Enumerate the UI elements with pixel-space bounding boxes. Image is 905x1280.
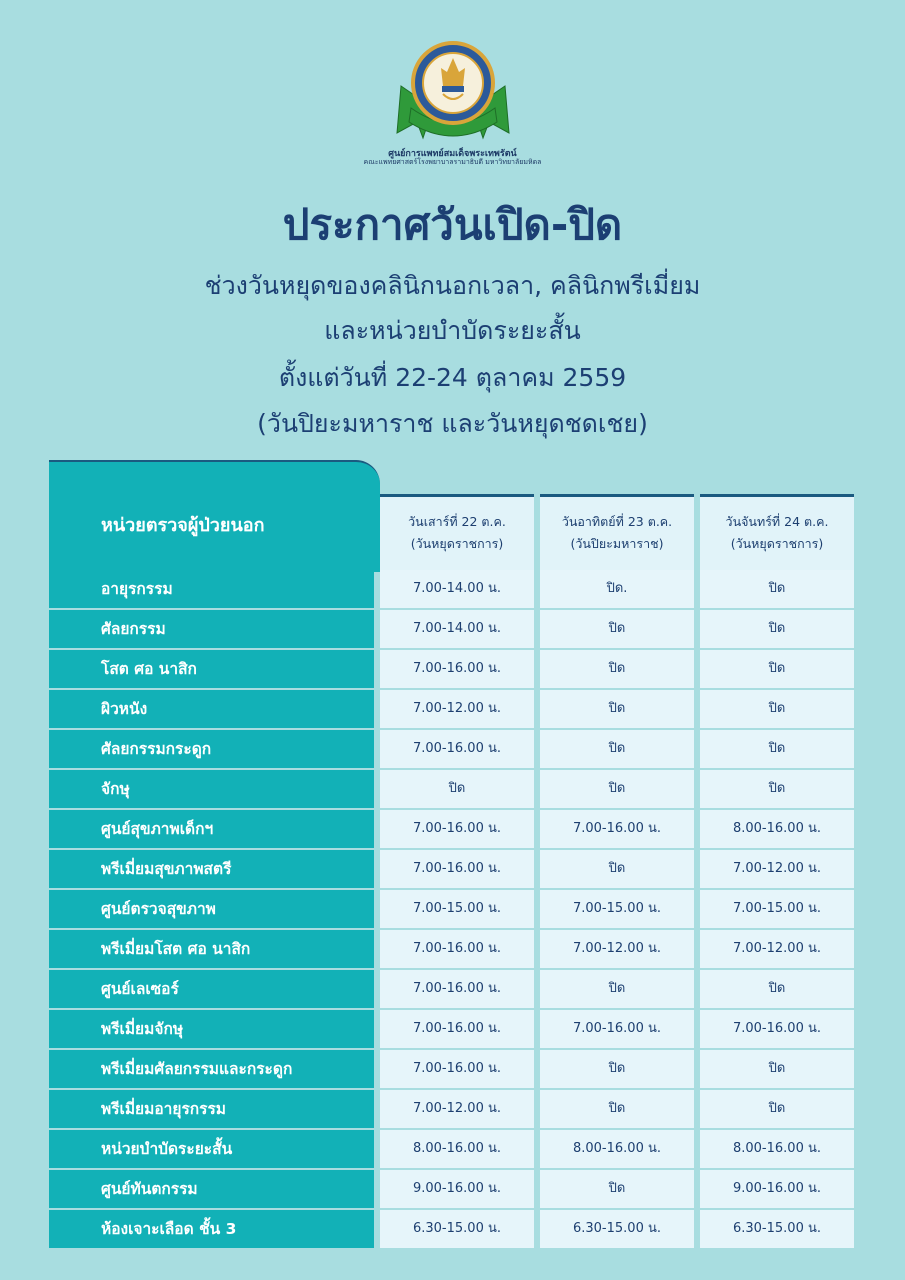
unit-name: ศูนย์สุขภาพเด็กฯ — [49, 810, 374, 848]
hours-cell-sat: 7.00-16.00 น. — [380, 810, 534, 848]
hours-cell-mon: ปิด — [700, 1050, 854, 1088]
hours-cell-sun: 7.00-15.00 น. — [540, 890, 694, 928]
hours-cell-sun: ปิด — [540, 850, 694, 888]
hours-cell-sat: 7.00-15.00 น. — [380, 890, 534, 928]
hours-cell-sun: ปิด — [540, 970, 694, 1008]
table-row — [49, 770, 860, 808]
hours-cell-mon: 7.00-16.00 น. — [700, 1010, 854, 1048]
unit-column-label: หน่วยตรวจผู้ป่วยนอก — [101, 515, 265, 536]
hours-cell-mon: ปิด — [700, 730, 854, 768]
hours-cell-sat: 7.00-16.00 น. — [380, 850, 534, 888]
unit-name: ศัลยกรรมกระดูก — [49, 730, 374, 768]
unit-column-header — [49, 460, 380, 572]
unit-name: ห้องเจาะเลือด ชั้น 3 — [49, 1210, 374, 1248]
hours-cell-sat: 7.00-14.00 น. — [380, 570, 534, 608]
hours-cell-sat: 7.00-14.00 น. — [380, 610, 534, 648]
hours-cell-mon: ปิด — [700, 970, 854, 1008]
hours-cell-sun: ปิด — [540, 610, 694, 648]
table-row — [49, 570, 860, 608]
hours-cell-sat: 7.00-12.00 น. — [380, 690, 534, 728]
table-row — [49, 610, 860, 648]
table-row — [49, 730, 860, 768]
hours-cell-mon: 8.00-16.00 น. — [700, 810, 854, 848]
table-row — [49, 890, 860, 928]
unit-name: ศูนย์เลเซอร์ — [49, 970, 374, 1008]
hours-cell-sat: 7.00-16.00 น. — [380, 730, 534, 768]
hours-cell-sat: 7.00-16.00 น. — [380, 1050, 534, 1088]
hours-cell-mon: ปิด — [700, 570, 854, 608]
hours-cell-sun: ปิด — [540, 1090, 694, 1128]
hours-cell-sat: 7.00-16.00 น. — [380, 1010, 534, 1048]
table-row — [49, 1170, 860, 1208]
day-header-mon — [700, 494, 854, 571]
table-row — [49, 810, 860, 848]
day-header-sat-date: วันเสาร์ที่ 22 ต.ค. — [408, 514, 506, 529]
hours-cell-sun: ปิด — [540, 1050, 694, 1088]
table-row — [49, 650, 860, 688]
hours-cell-mon: 8.00-16.00 น. — [700, 1130, 854, 1168]
hours-cell-mon: ปิด — [700, 610, 854, 648]
hours-cell-mon: ปิด — [700, 690, 854, 728]
day-header-sat — [380, 494, 534, 571]
hours-cell-sun: 7.00-16.00 น. — [540, 1010, 694, 1048]
hours-cell-sat: 7.00-16.00 น. — [380, 970, 534, 1008]
day-header-sun-note: (วันปิยะมหาราช) — [570, 536, 664, 551]
hours-cell-mon: 7.00-12.00 น. — [700, 850, 854, 888]
unit-name: ศูนย์ตรวจสุขภาพ — [49, 890, 374, 928]
hours-cell-mon: 6.30-15.00 น. — [700, 1210, 854, 1248]
hours-cell-sun: ปิด — [540, 650, 694, 688]
hours-cell-sat: 6.30-15.00 น. — [380, 1210, 534, 1248]
hours-cell-sun: ปิด — [540, 690, 694, 728]
unit-name: พรีเมี่ยมสุขภาพสตรี — [49, 850, 374, 888]
page-title: ประกาศวันเปิด-ปิด — [282, 200, 623, 249]
table-row — [49, 970, 860, 1008]
hours-cell-mon: 7.00-12.00 น. — [700, 930, 854, 968]
hours-cell-sat: 7.00-16.00 น. — [380, 650, 534, 688]
schedule-table — [49, 460, 860, 1250]
subtitle-line-2: และหน่วยบำบัดระยะสั้น — [324, 316, 581, 345]
hours-cell-sun: 8.00-16.00 น. — [540, 1130, 694, 1168]
unit-name: โสต ศอ นาสิก — [49, 650, 374, 688]
unit-name: พรีเมี่ยมโสต ศอ นาสิก — [49, 930, 374, 968]
org-affiliation: คณะแพทยศาสตร์โรงพยาบาลรามาธิบดี มหาวิทยาลัยมหิดล — [363, 158, 542, 166]
unit-name: อายุรกรรม — [49, 570, 374, 608]
subtitle-holiday-note: (วันปิยะมหาราช และวันหยุดชดเชย) — [257, 409, 648, 438]
hours-cell-sat: 7.00-12.00 น. — [380, 1090, 534, 1128]
day-header-mon-date: วันจันทร์ที่ 24 ต.ค. — [725, 514, 829, 529]
hours-cell-sat: 7.00-16.00 น. — [380, 930, 534, 968]
table-row — [49, 1210, 860, 1248]
unit-name: พรีเมี่ยมศัลยกรรมและกระดูก — [49, 1050, 374, 1088]
hours-cell-sun: 6.30-15.00 น. — [540, 1210, 694, 1248]
hours-cell-sun: ปิด. — [540, 570, 694, 608]
hours-cell-mon: ปิด — [700, 1090, 854, 1128]
unit-name: ผิวหนัง — [49, 690, 374, 728]
subtitle-line-1: ช่วงวันหยุดของคลินิกนอกเวลา, คลินิกพรีเมี่ยม — [204, 271, 701, 300]
table-row — [49, 690, 860, 728]
day-header-mon-note: (วันหยุดราชการ) — [730, 536, 824, 551]
table-row — [49, 1130, 860, 1168]
hours-cell-sun: ปิด — [540, 730, 694, 768]
hours-cell-mon: ปิด — [700, 770, 854, 808]
hours-cell-sun: ปิด — [540, 1170, 694, 1208]
unit-name: ศัลยกรรม — [49, 610, 374, 648]
day-header-sun-date: วันอาทิตย์ที่ 23 ต.ค. — [561, 514, 673, 529]
hours-cell-sat: 9.00-16.00 น. — [380, 1170, 534, 1208]
unit-name: หน่วยบำบัดระยะสั้น — [49, 1130, 374, 1168]
day-header-sun — [540, 494, 694, 571]
hours-cell-sun: 7.00-16.00 น. — [540, 810, 694, 848]
hospital-logo — [393, 38, 513, 148]
hours-cell-mon: 7.00-15.00 น. — [700, 890, 854, 928]
table-row — [49, 1090, 860, 1128]
table-row — [49, 930, 860, 968]
hours-cell-mon: ปิด — [700, 650, 854, 688]
unit-name: จักษุ — [49, 770, 374, 808]
hours-cell-sun: ปิด — [540, 770, 694, 808]
table-row — [49, 850, 860, 888]
hours-cell-mon: 9.00-16.00 น. — [700, 1170, 854, 1208]
unit-name: ศูนย์ทันตกรรม — [49, 1170, 374, 1208]
unit-name: พรีเมี่ยมอายุรกรรม — [49, 1090, 374, 1128]
table-row — [49, 1050, 860, 1088]
subtitle-date-range: ตั้งแต่วันที่ 22-24 ตุลาคม 2559 — [278, 363, 627, 392]
hours-cell-sun: 7.00-12.00 น. — [540, 930, 694, 968]
hours-cell-sat: ปิด — [380, 770, 534, 808]
org-name: ศูนย์การแพทย์สมเด็จพระเทพรัตน์ — [388, 149, 517, 159]
unit-name: พรีเมี่ยมจักษุ — [49, 1010, 374, 1048]
table-row — [49, 1010, 860, 1048]
hours-cell-sat: 8.00-16.00 น. — [380, 1130, 534, 1168]
day-header-sat-note: (วันหยุดราชการ) — [410, 536, 504, 551]
